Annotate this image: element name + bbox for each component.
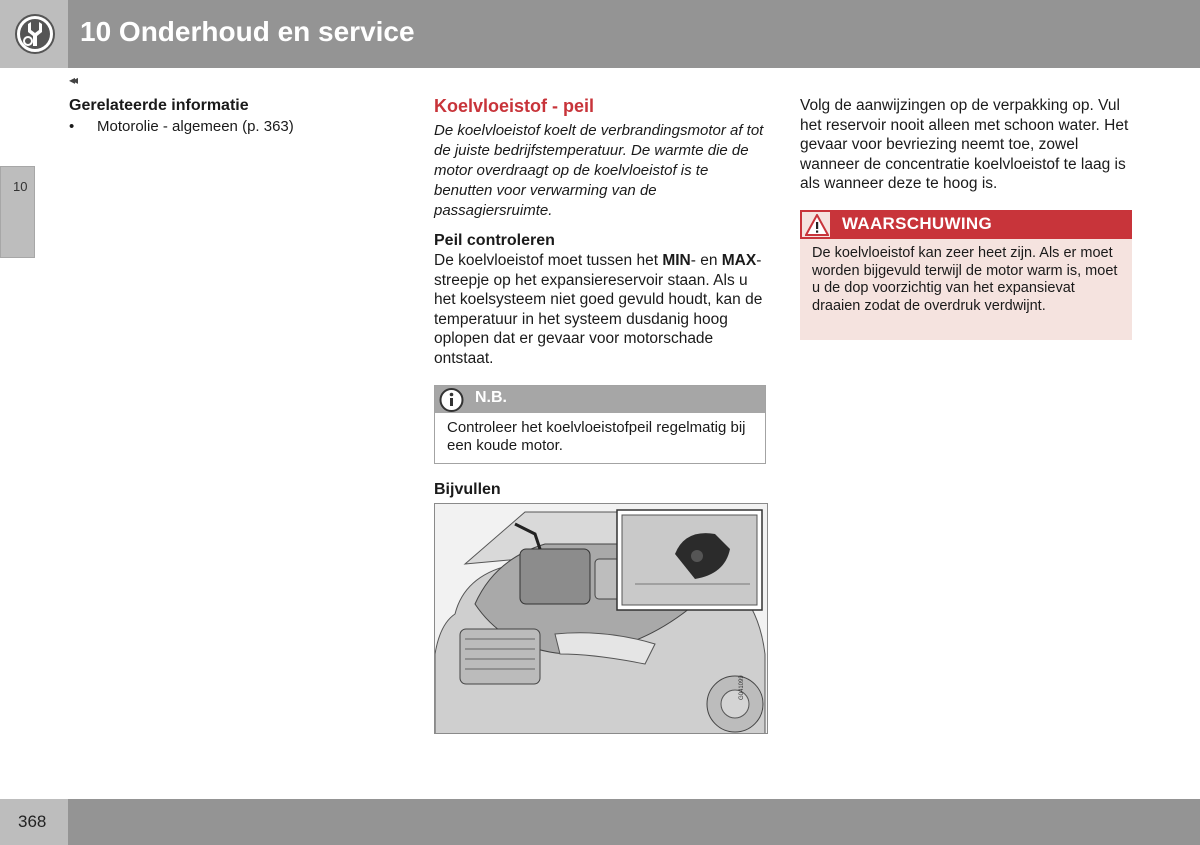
car-engine-drawing — [435, 504, 768, 734]
wrench-icon — [14, 13, 56, 55]
warning-box — [800, 210, 1132, 340]
section-title: Koelvloeistof - peil — [434, 96, 595, 116]
note-box — [434, 385, 766, 464]
check-level-heading: Peil controleren — [434, 232, 555, 249]
related-info-link[interactable]: Motorolie - algemeen (p. 363) — [97, 118, 294, 135]
page-header — [0, 0, 1200, 68]
check-text-part: De koelvloeistof moet tussen het — [434, 252, 663, 269]
continued-marker: ◂◂ — [69, 73, 76, 87]
check-level-text — [434, 251, 769, 368]
check-text-part: -streepje op het expansiereservoir staan. Als u het koelsysteem niet goed gevuld houdt, kan de temperatuur in het systeem dusdanig hoog oplopen dat er gevaar voor motorschade ontstaat. — [434, 252, 763, 367]
chapter-side-tab-label: 10 — [13, 179, 28, 194]
note-text: Controleer het koelvloeistofpeil regelmatig bij een koude motor. — [447, 419, 746, 454]
chapter-side-tab[interactable] — [0, 166, 35, 258]
note-header — [435, 386, 765, 413]
refill-instructions: Volg de aanwijzingen op de verpakking op. Vul het reservoir nooit alleen met schoon water. Het gevaar voor bevriezing neemt toe, zowel wanneer de concentratie koelvloeistof te laag is als wanneer deze te hoog is. — [800, 97, 1129, 192]
max-label: MAX — [721, 252, 757, 269]
warning-text: De koelvloeistof kan zeer heet zijn. Als er moet worden bijgevuld terwijl de motor warm is, moet u de dop voorzichtig van het expansievat draaien zodat de overdruk verdwijnt. — [812, 245, 1118, 314]
figure-code: G041099 — [739, 675, 745, 700]
related-info-heading: Gerelateerde informatie — [69, 97, 249, 114]
min-label: MIN — [662, 252, 691, 269]
page-number: 368 — [18, 812, 47, 831]
engine-bay-illustration — [434, 503, 768, 734]
note-title: N.B. — [475, 389, 507, 406]
warning-header — [800, 210, 1132, 239]
info-icon — [438, 388, 465, 415]
chapter-title: 10 Onderhoud en service — [80, 16, 415, 47]
chapter-icon-box — [0, 0, 68, 68]
related-info-item[interactable] — [69, 118, 294, 135]
bullet: • — [69, 118, 75, 135]
check-text-part: - en — [690, 252, 722, 269]
warning-triangle-icon — [805, 214, 829, 236]
warning-title: WAARSCHUWING — [842, 214, 992, 233]
section-intro: De koelvloeistof koelt de verbrandingsmotor af tot de juiste bedrijfstemperatuur. De warmte die de motor overdraagt op de koelvloeistof is te benutten voor verwarming van de passagiersruimte. — [434, 122, 764, 219]
warning-icon-box — [800, 210, 832, 239]
refill-heading: Bijvullen — [434, 481, 501, 498]
page-number-box — [0, 799, 68, 845]
page-footer — [0, 799, 1200, 845]
